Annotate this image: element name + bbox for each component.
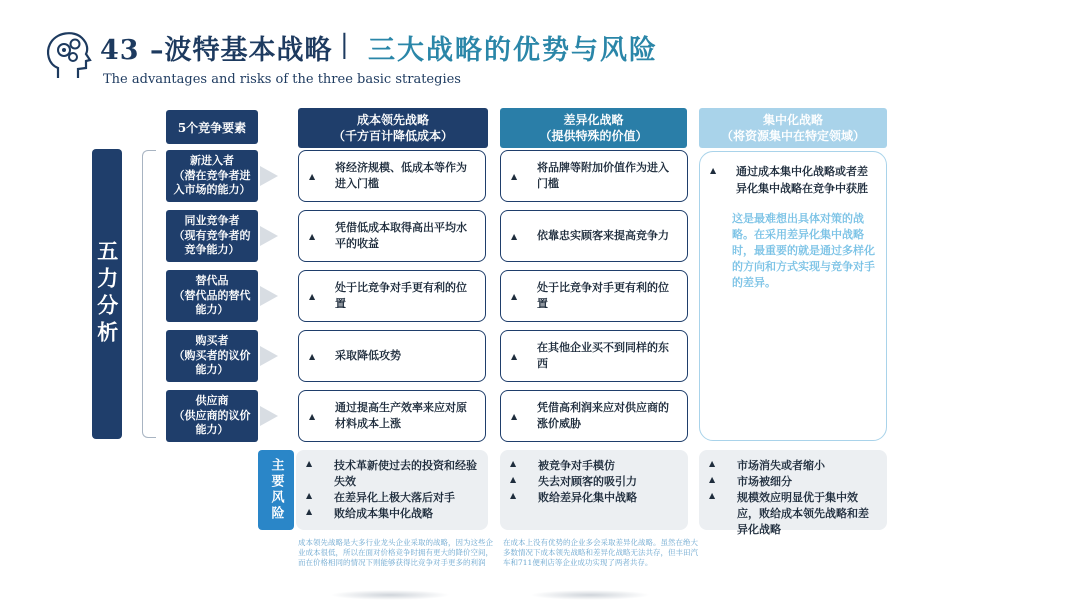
- force-name: 供应商: [195, 393, 229, 407]
- force-competitors: [166, 210, 258, 262]
- force-buyers: [166, 330, 258, 382]
- triangle-bullet-icon: ▲: [709, 458, 716, 468]
- cost-leadership-header: [298, 108, 488, 148]
- risk-item: [510, 490, 678, 506]
- factors-header: 5个竞争要素: [166, 110, 258, 144]
- triangle-bullet-icon: ▲: [309, 171, 316, 181]
- cost-cell: [298, 330, 486, 382]
- triangle-bullet-icon: ▲: [306, 489, 313, 500]
- cost-cell-text: 凭借低成本取得高出平均水平的收益: [335, 220, 467, 250]
- risk-text: 败给差异化集中战略: [538, 490, 637, 504]
- page-subtitle-cn: 三大战略的优势与风险: [368, 35, 658, 66]
- risk-text: 市场消失或者缩小: [737, 459, 825, 472]
- force-desc: （替代品的替代能力）: [173, 288, 251, 317]
- arrow-right-icon: [260, 166, 278, 186]
- risk-item: [709, 490, 877, 538]
- force-new-entrants: [166, 150, 258, 202]
- diff-cell-text: 在其他企业买不到同样的东西: [537, 340, 669, 370]
- diff-cell-text: 依靠忠实顾客来提高竞争力: [537, 228, 669, 242]
- differentiation-header: [500, 108, 687, 148]
- diff-risks: [500, 450, 688, 530]
- decorative-shadow: [530, 590, 650, 600]
- triangle-bullet-icon: ▲: [309, 231, 316, 241]
- cost-cell: [298, 210, 486, 262]
- diff-cell: [500, 390, 688, 442]
- force-name: 新进入者: [190, 153, 234, 167]
- decorative-shadow: [330, 590, 450, 600]
- page-subtitle-en: The advantages and risks of the three basic strategies: [103, 72, 461, 87]
- triangle-bullet-icon: ▲: [306, 458, 313, 468]
- triangle-bullet-icon: ▲: [511, 231, 518, 241]
- risk-text: 市场被细分: [737, 474, 792, 488]
- risk-text: 失去对顾客的吸引力: [538, 474, 637, 488]
- risk-text: 被竞争对手模仿: [538, 459, 615, 472]
- triangle-bullet-icon: ▲: [510, 458, 517, 468]
- focus-cell: [699, 151, 887, 441]
- risk-text: 在差异化上极大落后对手: [334, 490, 455, 504]
- risk-text: 败给成本集中化战略: [334, 506, 433, 520]
- triangle-bullet-icon: ▲: [309, 411, 316, 421]
- risk-item: [709, 474, 877, 490]
- cost-leadership-title: 成本领先战略: [356, 112, 429, 127]
- triangle-bullet-icon: ▲: [309, 291, 316, 301]
- cost-footnote: 成本领先战略是大多行业龙头企业采取的战略，因为这些企业成本很低，所以在面对价格竞争时拥有更大的降价空间，而在价格相同的情况下则能够获得比竞争对手更多的利润: [298, 538, 493, 568]
- risk-text: 规模效应明显优于集中效应，败给成本领先战略和差异化战略: [737, 490, 869, 536]
- triangle-bullet-icon: ▲: [510, 489, 517, 500]
- cost-cell: [298, 150, 486, 202]
- diff-cell: [500, 150, 688, 202]
- cost-cell: [298, 270, 486, 322]
- triangle-bullet-icon: ▲: [709, 489, 716, 500]
- triangle-bullet-icon: ▲: [510, 473, 517, 484]
- diff-cell: [500, 270, 688, 322]
- cost-cell-text: 将经济规模、低成本等作为进入门槛: [335, 160, 467, 190]
- focus-note: 这是最难想出具体对策的战略。在采用差异化集中战略时，最重要的就是通过多样化的方向和方式实现与竞争对手的差异。: [732, 212, 875, 289]
- risk-item: [306, 458, 478, 490]
- cost-cell-text: 采取降低攻势: [335, 348, 401, 362]
- risk-item: [510, 474, 678, 490]
- force-name: 同业竞争者: [184, 213, 240, 227]
- triangle-bullet-icon: ▲: [306, 505, 313, 516]
- triangle-bullet-icon: ▲: [710, 165, 717, 175]
- force-substitutes: [166, 270, 258, 322]
- cost-cell: [298, 390, 486, 442]
- force-desc: （现有竞争者的竞争能力）: [173, 228, 251, 257]
- force-desc: （购买者的议价能力）: [173, 348, 251, 377]
- risk-text: 技术革新使过去的投资和经验失效: [334, 459, 477, 488]
- main-risks-label: 主要风险: [258, 450, 294, 530]
- diff-cell: [500, 210, 688, 262]
- diff-cell-text: 处于比竞争对手更有利的位置: [537, 280, 669, 310]
- triangle-bullet-icon: ▲: [511, 351, 518, 361]
- force-desc: （潜在竞争者进入市场的能力）: [173, 168, 251, 197]
- triangle-bullet-icon: ▲: [511, 171, 518, 181]
- triangle-bullet-icon: ▲: [709, 473, 716, 484]
- differentiation-title: 差异化战略: [563, 112, 624, 127]
- arrow-right-icon: [260, 406, 278, 426]
- diff-cell: [500, 330, 688, 382]
- focus-subtitle: （将资源集中在特定领域）: [720, 129, 865, 143]
- five-forces-label: 五力分析: [92, 149, 122, 439]
- arrow-right-icon: [260, 346, 278, 366]
- forces-bracket: [142, 150, 156, 438]
- focus-title: 集中化战略: [762, 112, 823, 127]
- diff-cell-text: 将品牌等附加价值作为进入门槛: [537, 160, 669, 190]
- arrow-right-icon: [260, 286, 278, 306]
- risk-item: [709, 458, 877, 474]
- cost-risks: [296, 450, 488, 530]
- cost-cell-text: 处于比竞争对手更有利的位置: [335, 280, 467, 310]
- force-desc: （供应商的议价能力）: [173, 408, 251, 437]
- focus-main-text: 通过成本集中化战略或者差异化集中战略在竞争中获胜: [736, 165, 868, 195]
- force-suppliers: [166, 390, 258, 442]
- page-title: 43 –波特基本战略: [100, 35, 333, 66]
- risk-item: [306, 490, 478, 506]
- force-name: 替代品: [195, 273, 229, 287]
- focus-header: [699, 108, 887, 148]
- head-gears-icon: [40, 28, 96, 82]
- triangle-bullet-icon: ▲: [511, 411, 518, 421]
- force-name: 购买者: [195, 333, 229, 347]
- diff-cell-text: 凭借高利润来应对供应商的涨价威胁: [537, 400, 669, 430]
- cost-leadership-subtitle: （千方百计降低成本）: [332, 129, 453, 143]
- triangle-bullet-icon: ▲: [309, 351, 316, 361]
- arrow-right-icon: [260, 226, 278, 246]
- focus-risks: [699, 450, 887, 536]
- triangle-bullet-icon: ▲: [511, 291, 518, 301]
- diff-footnote: 在成本上没有优势的企业多会采取差异化战略。虽然在绝大多数情况下成本领先战略和差异化战略无法共存，但丰田汽车和711便利店等企业成功实现了两者共存。: [503, 538, 698, 568]
- differentiation-subtitle: （提供特殊的价值）: [539, 129, 648, 143]
- cost-cell-text: 通过提高生产效率来应对原材料成本上涨: [335, 400, 467, 430]
- title-separator: |: [340, 30, 349, 60]
- risk-item: [306, 506, 478, 522]
- risk-item: [510, 458, 678, 474]
